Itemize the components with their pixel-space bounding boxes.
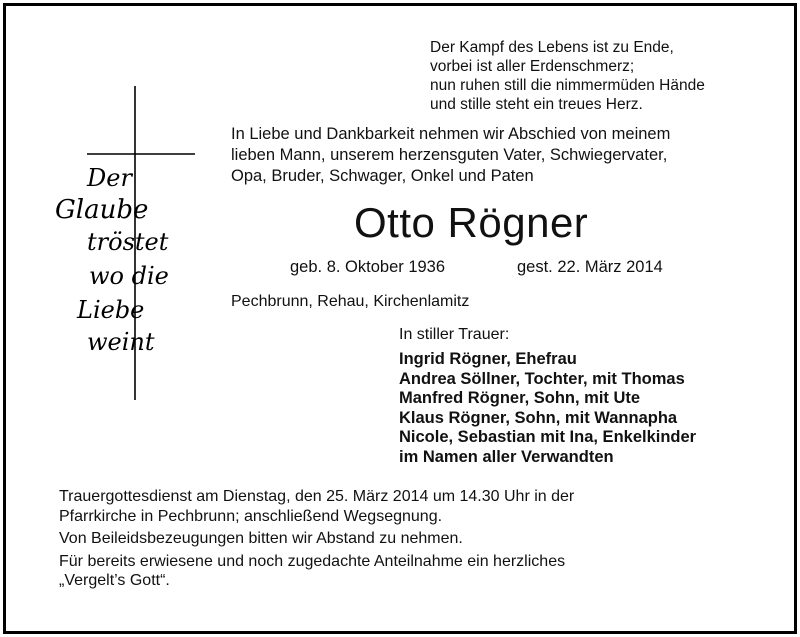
condolence-note: Von Beileidsbezeugungen bitten wir Abstand zu nehmen. <box>59 530 463 547</box>
mourner-entry: Andrea Söllner, Tochter, mit Thomas <box>399 369 685 388</box>
death-date: gest. 22. März 2014 <box>517 258 663 276</box>
places: Pechbrunn, Rehau, Kirchenlamitz <box>231 293 470 310</box>
thanks-line-1: Für bereits erwiesene und noch zugedachte Anteilnahme ein herzliches <box>59 552 566 570</box>
motto-line-3: tröstet <box>87 228 169 256</box>
motto-line-2: Glaube <box>55 195 149 225</box>
intro-text <box>231 124 670 187</box>
mourner-entry: Nicole, Sebastian mit Ina, Enkelkinder <box>399 428 697 446</box>
intro-line: lieben Mann, unserem herzensguten Vater, Schwiegervater, <box>231 146 668 164</box>
intro-line: In Liebe und Dankbarkeit nehmen wir Abschied von meinem <box>231 125 671 143</box>
birth-date: geb. 8. Oktober 1936 <box>290 258 446 276</box>
mourner-entry: Ingrid Rögner, Ehefrau <box>399 350 577 368</box>
mourners-list <box>399 350 696 467</box>
poem-line: und stille steht ein treues Herz. <box>430 96 643 113</box>
mourners-heading: In stiller Trauer: <box>399 326 510 343</box>
motto-line-5: Liebe <box>77 296 145 324</box>
service-line-2: Pfarrkirche in Pechbrunn; anschließend Wegsegnung. <box>59 507 443 525</box>
service-line-1: Trauergottesdienst am Dienstag, den 25. März 2014 um 14.30 Uhr in der <box>59 488 575 505</box>
motto-line-4: wo die <box>89 262 169 290</box>
cross-motto-artwork <box>43 82 203 402</box>
deceased-name: Otto Rögner <box>354 199 589 246</box>
motto-line-6: weint <box>87 328 155 356</box>
intro-line: Opa, Bruder, Schwager, Onkel und Paten <box>231 167 534 185</box>
poem <box>430 38 705 114</box>
poem-line: vorbei ist aller Erdenschmerz; <box>430 58 635 75</box>
poem-line: Der Kampf des Lebens ist zu Ende, <box>430 39 674 56</box>
mourner-entry: Klaus Rögner, Sohn, mit Wannapha <box>399 408 678 427</box>
poem-line: nun ruhen still die nimmermüden Hände <box>430 77 705 94</box>
service-info <box>59 487 574 591</box>
mourner-entry: im Namen aller Verwandten <box>399 447 614 466</box>
mourner-entry: Manfred Rögner, Sohn, mit Ute <box>399 389 641 407</box>
thanks-line-2: „Vergelt’s Gott“. <box>59 572 170 589</box>
motto-line-1: Der <box>87 164 132 192</box>
